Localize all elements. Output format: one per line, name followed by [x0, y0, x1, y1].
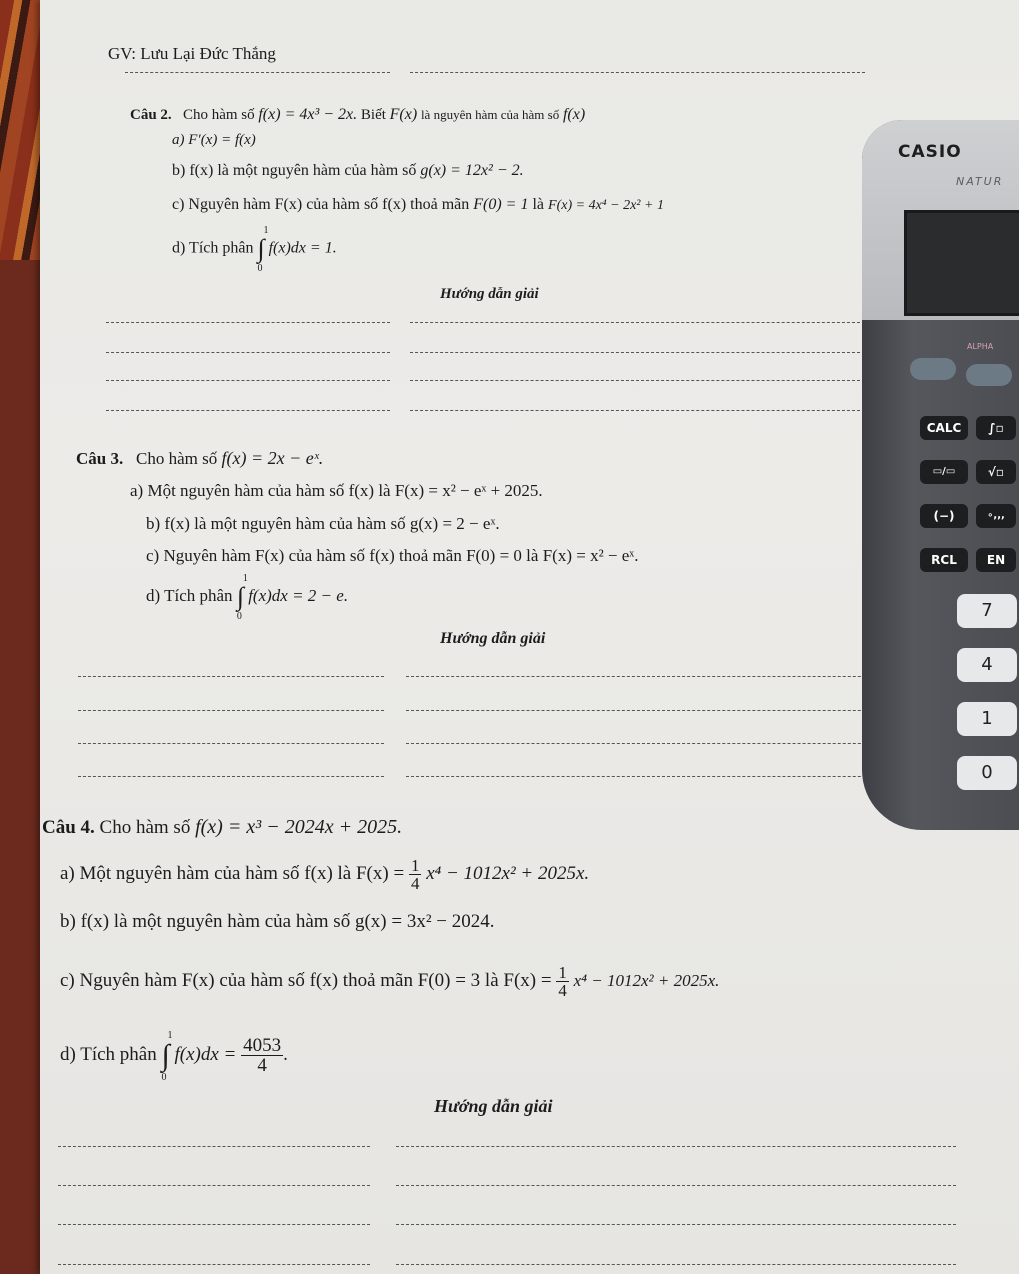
q4-function: f(x) = x³ − 2024x + 2025. — [195, 816, 403, 838]
q3-d-upper: 1 — [242, 573, 248, 584]
q4-statement-b: b) f(x) là một nguyên hàm của hàm số g(x) = 3x² − 2024. — [60, 911, 495, 932]
calculator-eng-key[interactable]: EN — [976, 548, 1016, 572]
q3-answer-line — [406, 710, 911, 711]
q4-d-end: . — [283, 1043, 288, 1065]
calculator-calc-key[interactable]: CALC — [920, 416, 968, 440]
q3-label: Câu 3. — [76, 449, 124, 468]
q2-answer-line — [106, 380, 390, 381]
q2-d-lower: 0 — [257, 263, 263, 274]
q2-d-upper: 1 — [263, 225, 269, 236]
q2-statement-b — [172, 162, 524, 180]
calculator-series: NATUR — [956, 175, 1004, 188]
q2-d-text: d) Tích phân — [172, 239, 254, 257]
calculator-key-4[interactable]: 4 — [957, 648, 1017, 682]
q3-stem — [76, 448, 323, 469]
q4-d-fraction — [241, 1036, 283, 1075]
q4-answer-line — [396, 1264, 956, 1265]
q2-intro-c: là nguyên hàm của hàm số — [420, 107, 560, 122]
q3-statement-a: a) Một nguyên hàm của hàm số f(x) là F(x) = x² − eˣ + 2025. — [130, 481, 543, 500]
q3-statement-c: c) Nguyên hàm F(x) của hàm số f(x) thoả mãn F(0) = 0 là F(x) = x² − eˣ. — [146, 546, 639, 565]
q2-b-text: b) f(x) là một nguyên hàm của hàm số — [172, 162, 417, 179]
q2-intro-b: Biết — [360, 107, 386, 123]
calculator-shift-button[interactable] — [910, 358, 956, 380]
q2-statement-c — [172, 196, 664, 214]
q3-d-lower: 0 — [236, 611, 242, 622]
calculator-fraction-key[interactable]: ▭/▭ — [920, 460, 968, 484]
q2-answer-line — [106, 410, 390, 411]
q2-c-cond: F(0) = 1 — [473, 196, 529, 213]
calculator — [862, 120, 1019, 830]
q3-answer-line — [406, 743, 911, 744]
q3-d-text: d) Tích phân — [146, 585, 233, 605]
q3-answer-line — [78, 710, 384, 711]
q2-statement-a: a) F′(x) = f(x) — [172, 132, 256, 148]
q2-function: f(x) = 4x³ − 2x. — [258, 106, 358, 123]
q2-answer-line — [410, 322, 860, 323]
q3-function: f(x) = 2x − eˣ. — [221, 448, 324, 468]
q4-a-text: a) Một nguyên hàm của hàm số f(x) là F(x) = — [60, 862, 405, 884]
calculator-sqrt-key[interactable]: √▫ — [976, 460, 1016, 484]
q2-answer-line — [410, 352, 860, 353]
q4-answer-line — [396, 1224, 956, 1225]
q3-answer-line — [78, 676, 384, 677]
q4-d-upper: 1 — [167, 1029, 173, 1041]
q4-stem — [42, 816, 402, 839]
q2-label: Câu 2. — [130, 107, 172, 123]
q4-c-den: 4 — [558, 981, 567, 1000]
q3-answer-line — [78, 743, 384, 744]
q3-d-expr: f(x)dx = 2 − e. — [248, 585, 349, 605]
integral-sign-icon: ∫ 1 0 — [236, 573, 248, 622]
q4-intro: Cho hàm số — [99, 817, 191, 838]
integral-sign-icon: ∫ 1 0 — [161, 1029, 173, 1083]
q4-d-num: 4053 — [243, 1035, 282, 1056]
q4-statement-a — [60, 857, 589, 892]
q2-d-expr: f(x)dx = 1. — [268, 239, 337, 257]
q2-answer-line — [106, 352, 390, 353]
q4-answer-line — [58, 1264, 370, 1265]
calculator-alpha-label: ALPHA — [967, 342, 994, 351]
calculator-integral-key[interactable]: ∫▫ — [976, 416, 1016, 440]
q3-answer-line — [78, 776, 384, 777]
q2-answer-line — [410, 380, 860, 381]
header-divider-right — [410, 72, 865, 73]
q4-d-text: d) Tích phân — [60, 1043, 157, 1065]
q2-c-la: là — [532, 196, 545, 213]
q2-fx: f(x) — [562, 106, 586, 123]
q4-answer-line — [58, 1224, 370, 1225]
q4-a-fraction — [409, 857, 422, 892]
q4-c-num: 1 — [558, 963, 567, 982]
q2-stem — [130, 106, 585, 124]
q4-answer-line — [396, 1185, 956, 1186]
q4-a-den: 4 — [410, 874, 420, 893]
q2-Fx: F(x) — [389, 106, 418, 123]
q2-b-expr: g(x) = 12x² − 2. — [420, 162, 524, 179]
calculator-key-7[interactable]: 7 — [957, 594, 1017, 628]
q3-answer-line — [406, 676, 911, 677]
q2-c-expr: F(x) = 4x⁴ − 2x² + 1 — [548, 198, 664, 213]
calculator-alpha-button[interactable] — [966, 364, 1012, 386]
calculator-degree-key[interactable]: ∘,,, — [976, 504, 1016, 528]
q3-statement-d — [146, 573, 349, 622]
q4-c-fraction — [556, 964, 569, 999]
calculator-rcl-key[interactable]: RCL — [920, 548, 968, 572]
q4-d-lower: 0 — [161, 1071, 167, 1083]
q4-a-num: 1 — [410, 856, 420, 875]
q4-guide-title: Hướng dẫn giải — [434, 1096, 553, 1116]
q4-c-text: c) Nguyên hàm F(x) của hàm số f(x) thoả mãn F(0) = 3 là F(x) = — [60, 969, 552, 991]
q2-statement-d — [172, 225, 337, 274]
q4-statement-c — [60, 964, 719, 999]
q2-answer-line — [106, 322, 390, 323]
q3-statement-b: b) f(x) là một nguyên hàm của hàm số g(x) = 2 − eˣ. — [146, 514, 500, 533]
q3-guide-title: Hướng dẫn giải — [440, 630, 546, 647]
header-divider-left — [125, 72, 390, 73]
q4-answer-line — [58, 1146, 370, 1147]
q4-c-expr: x⁴ − 1012x² + 2025x. — [573, 970, 720, 990]
q4-answer-line — [58, 1185, 370, 1186]
teacher-name: GV: Lưu Lại Đức Thắng — [108, 44, 276, 63]
calculator-key-1[interactable]: 1 — [957, 702, 1017, 736]
q4-label: Câu 4. — [42, 817, 95, 838]
calculator-brand: CASIO — [898, 142, 962, 162]
q4-d-expr: f(x)dx = — [174, 1043, 237, 1065]
q2-c-text: c) Nguyên hàm F(x) của hàm số f(x) thoả mãn — [172, 196, 470, 213]
calculator-negative-key[interactable]: (−) — [920, 504, 968, 528]
q4-answer-line — [396, 1146, 956, 1147]
q3-answer-line — [406, 776, 926, 777]
q4-d-den: 4 — [257, 1055, 267, 1076]
q4-statement-d — [60, 1029, 288, 1083]
q2-intro: Cho hàm số — [182, 107, 255, 123]
q3-intro: Cho hàm số — [135, 449, 218, 468]
calculator-key-0[interactable]: 0 — [957, 756, 1017, 790]
q2-answer-line — [410, 410, 860, 411]
q2-guide-title: Hướng dẫn giải — [440, 286, 539, 302]
calculator-screen — [904, 210, 1019, 316]
integral-sign-icon: ∫ 1 0 — [257, 225, 269, 274]
q4-a-expr: x⁴ − 1012x² + 2025x. — [426, 862, 590, 884]
